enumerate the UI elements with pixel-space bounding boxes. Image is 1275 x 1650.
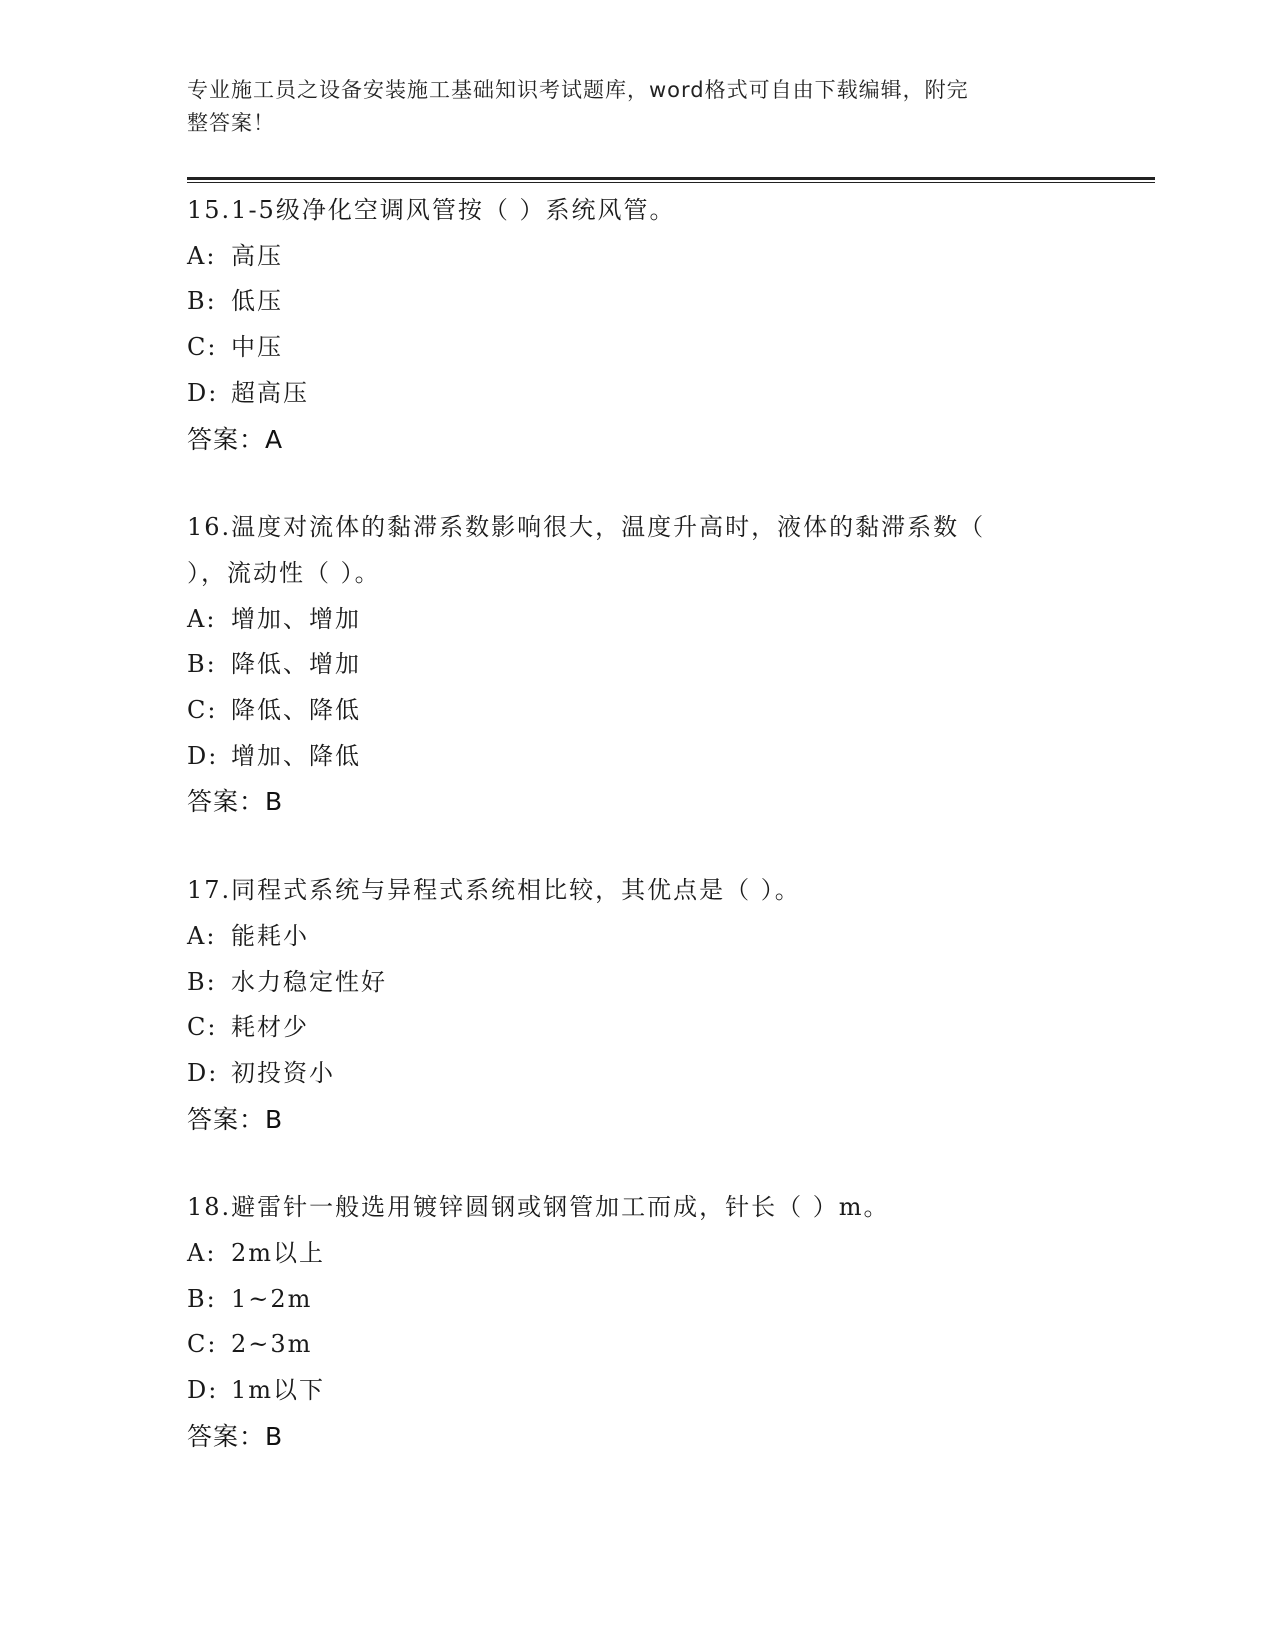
question-list <box>187 188 1087 1503</box>
question-stem: 15.1-5级净化空调风管按（ ）系统风管。 <box>187 196 676 224</box>
option-text: 增加、降低 <box>231 741 361 770</box>
question-18 <box>187 1185 1087 1459</box>
option-b <box>187 279 1087 325</box>
option-text: 2~3m <box>231 1330 313 1359</box>
option-text: 能耗小 <box>231 921 309 950</box>
option-text: 降低、降低 <box>231 696 361 725</box>
option-a <box>187 234 1087 280</box>
option-b <box>187 960 1087 1006</box>
option-letter: B: <box>187 287 217 316</box>
option-text: 1m以下 <box>231 1376 326 1405</box>
header-rule-thin <box>187 182 1155 183</box>
option-b <box>187 1277 1087 1323</box>
option-text: 水力稳定性好 <box>231 967 387 996</box>
option-letter: D: <box>187 1058 219 1087</box>
option-letter: A: <box>187 1239 217 1268</box>
option-c <box>187 1005 1087 1051</box>
option-letter: B: <box>187 967 217 996</box>
option-letter: C: <box>187 333 218 362</box>
option-c <box>187 325 1087 371</box>
option-letter: A: <box>187 604 217 633</box>
option-text: 初投资小 <box>231 1058 335 1087</box>
option-d <box>187 734 1087 780</box>
answer-line: 答案：A <box>187 424 284 454</box>
option-text: 耗材少 <box>231 1013 309 1042</box>
answer-line: 答案：B <box>187 1421 284 1451</box>
option-letter: D: <box>187 741 219 770</box>
question-15 <box>187 188 1087 462</box>
option-letter: D: <box>187 1376 219 1405</box>
option-b <box>187 642 1087 688</box>
question-stem: 18.避雷针一般选用镀锌圆钢或钢管加工而成，针长（ ）m。 <box>187 1193 890 1222</box>
question-16 <box>187 505 1087 825</box>
option-text: 2m以上 <box>231 1239 326 1268</box>
option-a <box>187 597 1087 643</box>
question-stem: 17.同程式系统与异程式系统相比较，其优点是（ ）。 <box>187 876 801 905</box>
answer-line: 答案：B <box>187 1104 284 1134</box>
option-text: 超高压 <box>231 378 309 407</box>
option-a <box>187 1231 1087 1277</box>
question-17 <box>187 868 1087 1142</box>
option-letter: A: <box>187 241 217 270</box>
option-text: 降低、增加 <box>231 650 361 679</box>
header-line-1: 专业施工员之设备安装施工基础知识考试题库，word格式可自由下载编辑，附完 <box>187 78 969 102</box>
option-text: 中压 <box>231 333 283 362</box>
option-d <box>187 371 1087 417</box>
question-stem: 16.温度对流体的黏滞系数影响很大，温度升高时，液体的黏滞系数（ <box>187 513 986 542</box>
option-letter: C: <box>187 696 218 725</box>
option-c <box>187 1322 1087 1368</box>
option-text: 增加、增加 <box>231 604 361 633</box>
header-line-2: 整答案！ <box>187 111 275 135</box>
document-header <box>187 74 1067 140</box>
option-a <box>187 914 1087 960</box>
question-stem-continued: ），流动性（ ）。 <box>187 558 381 587</box>
option-letter: C: <box>187 1013 218 1042</box>
option-letter: B: <box>187 650 217 679</box>
option-text: 低压 <box>231 287 283 316</box>
option-letter: B: <box>187 1284 217 1313</box>
option-d <box>187 1051 1087 1097</box>
option-d <box>187 1368 1087 1414</box>
header-rule-thick <box>187 177 1155 180</box>
option-letter: C: <box>187 1330 218 1359</box>
option-letter: A: <box>187 921 217 950</box>
option-text: 1~2m <box>231 1284 313 1313</box>
option-text: 高压 <box>231 241 283 270</box>
option-letter: D: <box>187 378 219 407</box>
option-c <box>187 688 1087 734</box>
answer-line: 答案：B <box>187 787 284 817</box>
